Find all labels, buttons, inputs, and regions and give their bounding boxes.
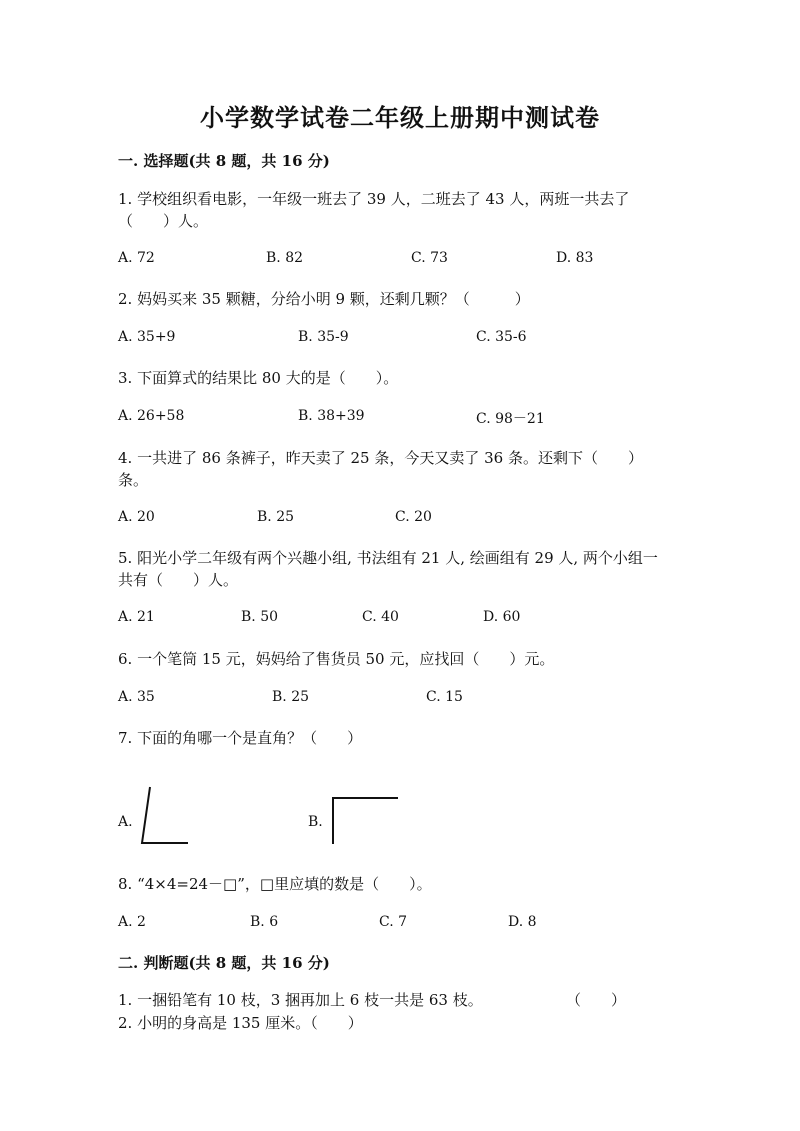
judgment-1-blank[interactable]: （ ） bbox=[566, 991, 627, 1009]
question-7-option-b[interactable]: B. bbox=[308, 814, 323, 830]
question-4-line-2: 条。 bbox=[118, 471, 149, 489]
question-1-option-a[interactable]: A. 72 bbox=[118, 250, 155, 266]
question-3-option-c[interactable]: C. 98－21 bbox=[476, 411, 545, 427]
question-6-option-c[interactable]: C. 15 bbox=[426, 689, 463, 705]
question-1-line-1: 1. 学校组织看电影，一年级一班去了 39 人，二班去了 43 人，两班一共去了 bbox=[118, 190, 630, 208]
question-4-option-b[interactable]: B. 25 bbox=[257, 509, 295, 525]
question-2-option-a[interactable]: A. 35+9 bbox=[118, 329, 176, 345]
judgment-1-text: 1. 一捆铅笔有 10 枝，3 捆再加上 6 枝一共是 63 枝。 bbox=[118, 991, 483, 1009]
question-7-text: 7. 下面的角哪一个是直角？（ ） bbox=[118, 729, 363, 747]
question-8-option-a[interactable]: A. 2 bbox=[118, 914, 146, 930]
question-8-option-b[interactable]: B. 6 bbox=[250, 914, 279, 930]
judgment-2-text: 2. 小明的身高是 135 厘米。（ ） bbox=[118, 1014, 363, 1032]
question-5-option-d[interactable]: D. 60 bbox=[483, 609, 521, 625]
question-8-option-c[interactable]: C. 7 bbox=[379, 914, 408, 930]
question-3-text: 3. 下面算式的结果比 80 大的是（ ）。 bbox=[118, 369, 399, 387]
question-2-option-c[interactable]: C. 35-6 bbox=[476, 329, 527, 345]
question-7-option-a[interactable]: A. bbox=[118, 814, 133, 830]
question-2-option-b[interactable]: B. 35-9 bbox=[298, 329, 349, 345]
question-1-option-b[interactable]: B. 82 bbox=[266, 250, 304, 266]
question-3-option-a[interactable]: A. 26+58 bbox=[118, 408, 185, 424]
question-3-option-b[interactable]: B. 38+39 bbox=[298, 408, 365, 424]
question-2-text: 2. 妈妈买来 35 颗糖，分给小明 9 颗，还剩几颗？（ ） bbox=[118, 290, 530, 308]
question-1-option-c[interactable]: C. 73 bbox=[411, 250, 448, 266]
question-5-option-a[interactable]: A. 21 bbox=[118, 609, 155, 625]
question-6-text: 6. 一个笔筒 15 元，妈妈给了售货员 50 元，应找回（ ）元。 bbox=[118, 650, 555, 668]
question-5-line-2: 共有（ ）人。 bbox=[118, 571, 239, 589]
question-5-line-1: 5. 阳光小学二年级有两个兴趣小组, 书法组有 21 人, 绘画组有 29 人, 两个小组一 bbox=[118, 549, 658, 567]
section-heading-choice: 一. 选择题(共 8 题，共 16 分) bbox=[118, 152, 330, 170]
question-6-option-a[interactable]: A. 35 bbox=[118, 689, 155, 705]
question-5-option-c[interactable]: C. 40 bbox=[362, 609, 399, 625]
question-8-option-d[interactable]: D. 8 bbox=[508, 914, 537, 930]
question-4-option-a[interactable]: A. 20 bbox=[118, 509, 155, 525]
question-8-text: 8. “4×4=24－□”，□里应填的数是（ ）。 bbox=[118, 875, 432, 893]
section-heading-judgment: 二. 判断题(共 8 题，共 16 分) bbox=[118, 954, 330, 972]
question-5-option-b[interactable]: B. 50 bbox=[241, 609, 279, 625]
question-4-option-c[interactable]: C. 20 bbox=[395, 509, 432, 525]
question-1-option-d[interactable]: D. 83 bbox=[556, 250, 594, 266]
acute-angle-icon bbox=[138, 785, 190, 847]
question-6-option-b[interactable]: B. 25 bbox=[272, 689, 310, 705]
right-angle-icon bbox=[330, 796, 400, 846]
question-4-line-1: 4. 一共进了 86 条裤子，昨天卖了 25 条，今天又卖了 36 条。还剩下（ ） bbox=[118, 449, 643, 467]
page-title: 小学数学试卷二年级上册期中测试卷 bbox=[200, 103, 600, 132]
question-1-line-2: （ ）人。 bbox=[118, 212, 209, 230]
